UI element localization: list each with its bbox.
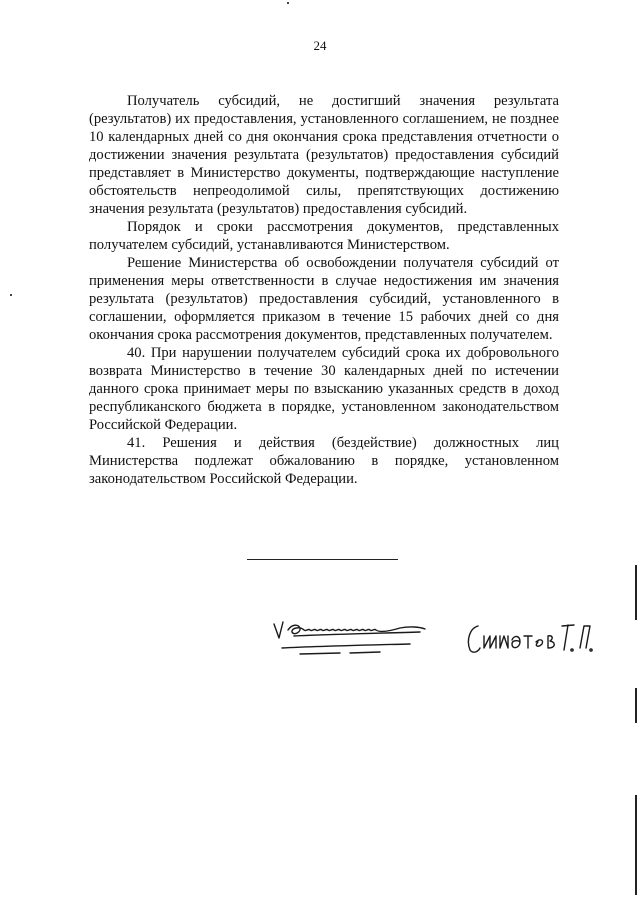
paragraph-clause-41: 41. Решения и действия (бездействие) должностных лиц Министерства подлежат обжалованию в порядке, установленном законодательством Российской Федерации. (89, 435, 559, 487)
scan-edge-mark-bottom (635, 795, 637, 895)
paragraph-review-procedure: Порядок и сроки рассмотрения документов, представленных получателем субсидий, устанавливаются Министерством. (89, 219, 559, 253)
paragraph-recipient-obligation: Получатель субсидий, не достигший значения результата (результатов) их предоставления, установленного соглашением, не позднее 10 календарных дней со дня окончания срока представления отчетности о достижении значения результата (результатов) предоставления субсидий представляет в Министерство документы, подтверждающие наступление обстоятельств непреодолимой силы, препятствующих достижению значения результата (результатов) предоставления субсидий. (89, 93, 559, 217)
scan-artifact-dot (10, 294, 12, 296)
handwritten-name-signature (464, 620, 594, 660)
page-number: 24 (313, 38, 327, 53)
handwritten-signature-mark (270, 618, 430, 662)
closing-separator-line (247, 559, 398, 560)
paragraph-clause-40: 40. При нарушении получателем субсидий срока их добровольного возврата Министерство в течение 30 календарных дней по истечении данного срока принимает меры по взысканию указанных средств в доход республиканского бюджета в порядке, установленном законодательством Российской Федерации. (89, 345, 559, 433)
document-body (89, 92, 559, 488)
paragraph-ministry-decision: Решение Министерства об освобождении получателя субсидий от применения меры ответственности в случае недостижения им значения результата (результатов) предоставления субсидий, установленного в соглашении, оформляется приказом в течение 15 рабочих дней со дня окончания срока рассмотрения документов, представленных получателем. (89, 255, 559, 343)
scan-edge-mark-top (635, 565, 637, 620)
scan-artifact-dot (287, 2, 289, 4)
scan-edge-mark-middle (635, 688, 637, 723)
